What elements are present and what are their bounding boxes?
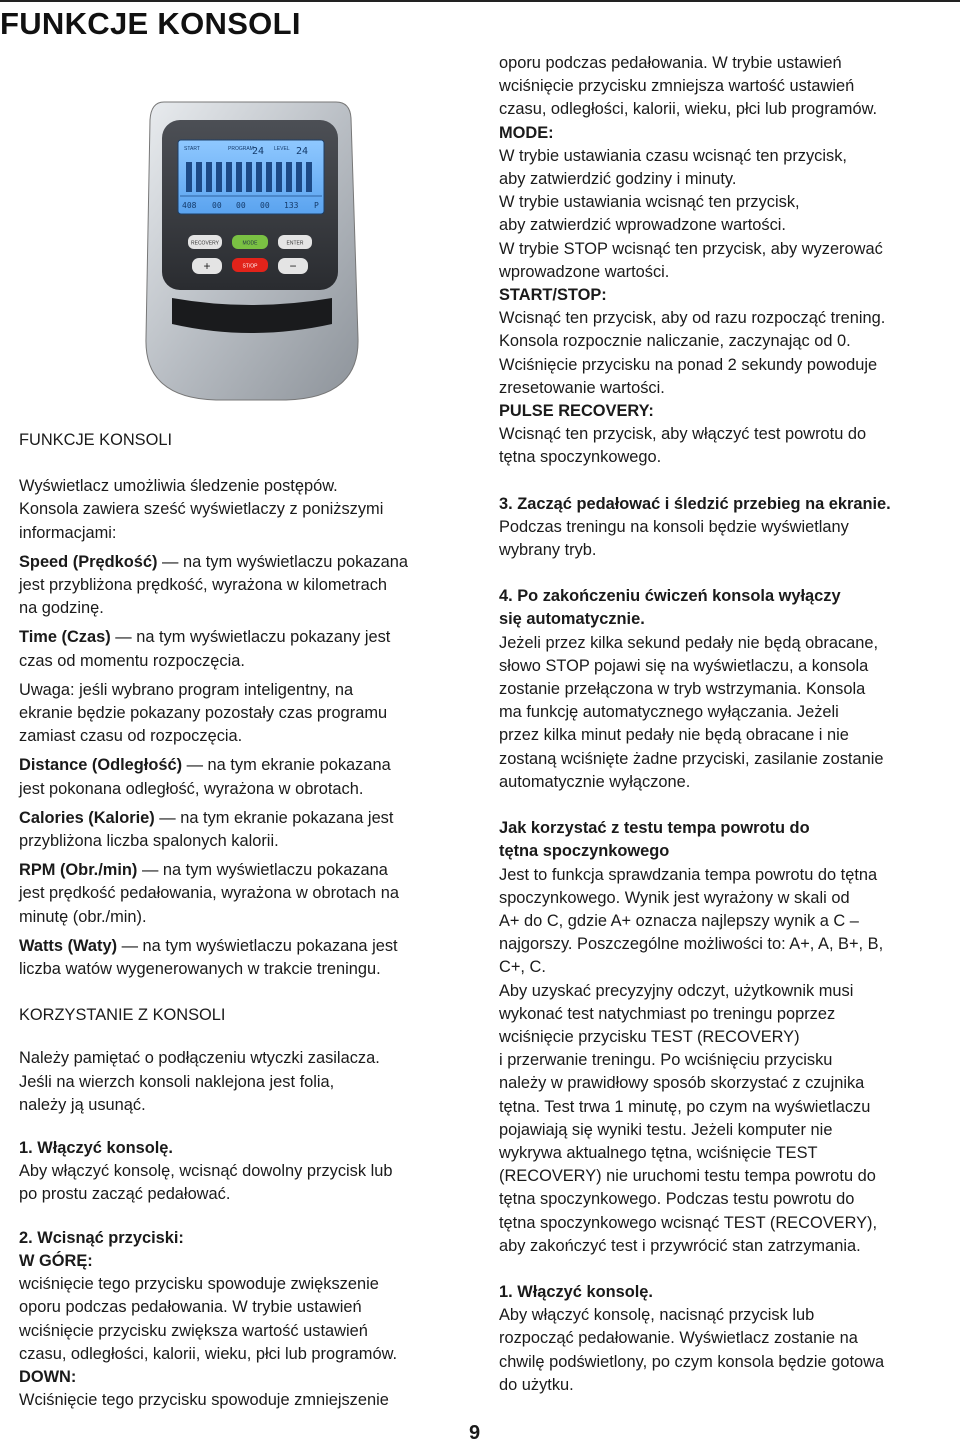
recovery-test-line: należy w prawidłowy sposób skorzystać z czujnika: [499, 1074, 865, 1093]
r-step1-title: 1. Włączyć konsolę.: [499, 1282, 653, 1301]
minus-button-label: −: [289, 259, 297, 273]
plus-button-label: +: [203, 259, 211, 273]
item-text: ekranie będzie pokazany pozostały czas programu: [19, 704, 388, 723]
recovery-test-line: Jest to funkcja sprawdzania tempa powrotu do tętna: [499, 865, 878, 884]
item-text: Uwaga: jeśli wybrano program inteligentny, na: [19, 680, 354, 699]
item-text: — na tym wyświetlaczu pokazana: [157, 552, 408, 571]
recovery-test-line: A+ do C, gdzie A+ oznacza najlepszy wynik a C –: [499, 911, 859, 930]
calories-item: [19, 807, 481, 853]
step4-line: słowo STOP pojawi się na wyświetlaczu, a konsola: [499, 656, 869, 675]
lcd-label-program: PROGRAM: [228, 146, 254, 152]
recovery-test-line: tętna. Test trwa 1 minutę, po czym na wyświetlaczu: [499, 1097, 871, 1116]
mode-line: aby zatwierdzić wprowadzone wartości.: [499, 216, 786, 235]
usage-paragraph: [19, 1047, 481, 1117]
step1-title: 1. Włączyć konsolę.: [19, 1139, 173, 1158]
recovery-test-line: spoczynkowego. Wynik jest wyrażony w skali od: [499, 888, 850, 907]
page-title: FUNKCJE KONSOLI: [0, 6, 301, 41]
usage-line: należy ją usunąć.: [19, 1095, 146, 1114]
lcd-readout-2: 00: [212, 201, 222, 210]
mode-title: MODE:: [499, 123, 554, 142]
mode-line: aby zatwierdzić godziny i minuty.: [499, 170, 737, 189]
step4-line: zostanie przełączona w tryb wstrzymania. Konsola: [499, 680, 866, 699]
item-text: — na tym ekranie pokazana jest: [154, 808, 394, 827]
recovery-test-title: Jak korzystać z testu tempa powrotu do: [499, 819, 810, 838]
item-term: Speed (Prędkość): [19, 552, 158, 571]
step4-title: się automatycznie.: [499, 610, 645, 629]
up-line: wciśnięcie przycisku zwiększa wartość ustawień: [19, 1321, 368, 1340]
page-number: 9: [469, 1422, 481, 1444]
item-text: jest pokonana odległość, wyrażona w obrotach.: [19, 779, 364, 798]
down-cont-line: czasu, odległości, kalorii, wieku, płci lub programów.: [499, 100, 878, 119]
step1-line: Aby włączyć konsolę, wcisnąć dowolny przycisk lub: [19, 1162, 393, 1181]
left-column: [19, 429, 481, 1412]
down-cont-line: oporu podczas pedałowania. W trybie ustawień: [499, 54, 842, 72]
watts-item: [19, 935, 481, 981]
distance-item: [19, 754, 481, 800]
recovery-test-line: wykonać test natychmiast po treningu poprzez: [499, 1004, 836, 1023]
up-line: oporu podczas pedałowania. W trybie ustawień: [19, 1298, 362, 1317]
console-image: [136, 98, 366, 403]
note-item: [19, 679, 481, 749]
recovery-test-line: tętna spoczynkowego. Podczas testu powrotu do: [499, 1190, 855, 1209]
step4-line: ma funkcję automatycznego wyłączania. Jeżeli: [499, 703, 839, 722]
intro-line: informacjami:: [19, 523, 117, 542]
lcd-level-value: 24: [296, 146, 309, 157]
section-title-features: FUNKCJE KONSOLI: [19, 431, 173, 449]
usage-line: Należy pamiętać o podłączeniu wtyczki zasilacza.: [19, 1049, 380, 1068]
step4-line: zostaną wciśnięte żadne przyciski, zasilanie zostanie: [499, 749, 884, 768]
r-step1-line: rozpocząć pedałowanie. Wyświetlacz zostanie na: [499, 1329, 858, 1348]
up-line: wciśnięcie tego przycisku spowoduje zwiększenie: [19, 1275, 379, 1294]
top-rule: [0, 0, 960, 2]
lcd-program-value: 24: [252, 146, 265, 157]
r-step1-line: chwilę podświetlony, po czym konsola będzie gotowa: [499, 1352, 885, 1371]
item-term: Time (Czas): [19, 628, 111, 647]
down-title: DOWN:: [19, 1367, 77, 1386]
pulse-recovery-line: Wcisnąć ten przycisk, aby włączyć test powrotu do: [499, 425, 867, 444]
down-cont-line: wciśnięcie przycisku zmniejsza wartość ustawień: [499, 77, 855, 96]
item-term: Calories (Kalorie): [19, 808, 155, 827]
r-step1-line: Aby włączyć konsolę, nacisnąć przycisk lub: [499, 1306, 815, 1325]
lcd-readout-3: 00: [236, 201, 246, 210]
recovery-button-label: RECOVERY: [191, 240, 219, 247]
recovery-test-line: wykrywa aktualnego tętna, wciśnięcie TEST: [499, 1143, 818, 1162]
item-text: — na tym wyświetlaczu pokazany jest: [110, 628, 391, 647]
mode-line: W trybie ustawiania wcisnąć ten przycisk,: [499, 193, 800, 212]
time-item: [19, 626, 481, 672]
mode-line: W trybie ustawiania czasu wcisnąć ten przycisk,: [499, 146, 847, 165]
item-text: na godzinę.: [19, 599, 104, 618]
recovery-test-line: wciśnięcie przycisku TEST (RECOVERY): [499, 1027, 800, 1046]
step3-title: 3. Zacząć pedałować i śledzić przebieg na ekranie.: [499, 494, 891, 513]
recovery-test-line: C+, C.: [499, 958, 546, 977]
start-stop-line: Wciśnięcie przycisku na ponad 2 sekundy powoduje: [499, 355, 878, 374]
pulse-recovery-title: PULSE RECOVERY:: [499, 402, 654, 421]
pulse-recovery-line: tętna spoczynkowego.: [499, 448, 662, 467]
mode-line: W trybie STOP wcisnąć ten przycisk, aby wyzerować: [499, 239, 883, 258]
item-text: zamiast czasu od rozpoczęcia.: [19, 727, 243, 746]
item-term: Distance (Odległość): [19, 756, 183, 775]
recovery-test-title: tętna spoczynkowego: [499, 842, 670, 861]
enter-button-label: ENTER: [286, 240, 304, 247]
lcd-readout-4: 00: [260, 201, 270, 210]
start-stop-line: Konsola rozpocznie naliczanie, zaczynając od 0.: [499, 332, 851, 351]
item-text: jest przybliżona prędkość, wyrażona w kilometrach: [19, 576, 388, 595]
item-text: — na tym wyświetlaczu pokazana jest: [117, 936, 398, 955]
r-step1-line: do użytku.: [499, 1375, 574, 1394]
intro-line: Wyświetlacz umożliwia śledzenie postępów.: [19, 477, 338, 496]
intro-paragraph: [19, 475, 481, 545]
lcd-label-start: START: [184, 146, 200, 152]
recovery-test-line: pojawiają się wyniki testu. Jeżeli komputer nie: [499, 1120, 833, 1139]
recovery-test-line: tętna spoczynkowego wcisnąć TEST (RECOVERY),: [499, 1213, 878, 1232]
up-line: czasu, odległości, kalorii, wieku, płci lub programów.: [19, 1344, 398, 1363]
right-column: [499, 52, 955, 1397]
recovery-test-line: najgorszy. Poszczególne możliwości to: A+, A, B+, B,: [499, 935, 884, 954]
step4-line: przez kilka minut pedały nie będą obracane i nie: [499, 726, 849, 745]
step4-title: 4. Po zakończeniu ćwiczeń konsola wyłączy: [499, 587, 841, 606]
rpm-item: [19, 859, 481, 929]
step3-line: Podczas treningu na konsoli będzie wyświetlany: [499, 517, 849, 536]
item-term: Watts (Waty): [19, 936, 118, 955]
recovery-test-line: aby zakończyć test i przywrócić stan zatrzymania.: [499, 1236, 861, 1255]
step3-line: wybrany tryb.: [499, 541, 597, 560]
lcd-label-level: LEVEL: [274, 146, 290, 152]
lcd-readout-1: 408: [182, 201, 197, 210]
item-text: jest prędkość pedałowania, wyrażona w obrotach na: [19, 884, 399, 903]
item-text: — na tym wyświetlaczu pokazana: [137, 861, 388, 880]
recovery-test-line: Aby uzyskać precyzyjny odczyt, użytkownik musi: [499, 981, 854, 1000]
item-text: minutę (obr./min).: [19, 907, 147, 926]
start-stop-button-label: ST/OP: [242, 263, 258, 270]
intro-line: Konsola zawiera sześć wyświetlaczy z poniższymi: [19, 500, 384, 519]
start-stop-line: zresetowanie wartości.: [499, 378, 665, 397]
down-line: Wciśnięcie tego przycisku spowoduje zmniejszenie: [19, 1391, 389, 1410]
step2-title: 2. Wcisnąć przyciski:: [19, 1228, 184, 1247]
step1-line: po prostu zacząć pedałować.: [19, 1185, 231, 1204]
item-text: liczba watów wygenerowanych w trakcie treningu.: [19, 960, 381, 979]
item-text: — na tym ekranie pokazana: [182, 756, 391, 775]
step4-line: Jeżeli przez kilka sekund pedały nie będą obracane,: [499, 633, 879, 652]
item-term: RPM (Obr./min): [19, 861, 138, 880]
recovery-test-line: i przerwanie treningu. Po wciśnięciu przycisku: [499, 1051, 833, 1070]
up-title: W GÓRĘ:: [19, 1251, 93, 1270]
usage-line: Jeśli na wierzch konsoli naklejona jest folia,: [19, 1072, 335, 1091]
speed-item: [19, 551, 481, 621]
item-text: czas od momentu rozpoczęcia.: [19, 651, 245, 670]
start-stop-line: Wcisnąć ten przycisk, aby od razu rozpocząć trening.: [499, 309, 886, 328]
step4-line: automatycznie wyłączone.: [499, 772, 691, 791]
console-illustration: [136, 98, 366, 403]
start-stop-title: START/STOP:: [499, 286, 607, 305]
item-text: przybliżona liczba spalonych kalorii.: [19, 832, 279, 851]
section-title-usage: KORZYSTANIE Z KONSOLI: [19, 1006, 226, 1025]
lcd-readout-5: 133: [284, 201, 299, 210]
recovery-test-line: (RECOVERY) nie uruchomi testu tempa powrotu do: [499, 1167, 876, 1186]
lcd-readout-6: P: [314, 201, 319, 210]
mode-button-label: MODE: [242, 240, 258, 247]
mode-line: wprowadzone wartości.: [499, 262, 670, 281]
